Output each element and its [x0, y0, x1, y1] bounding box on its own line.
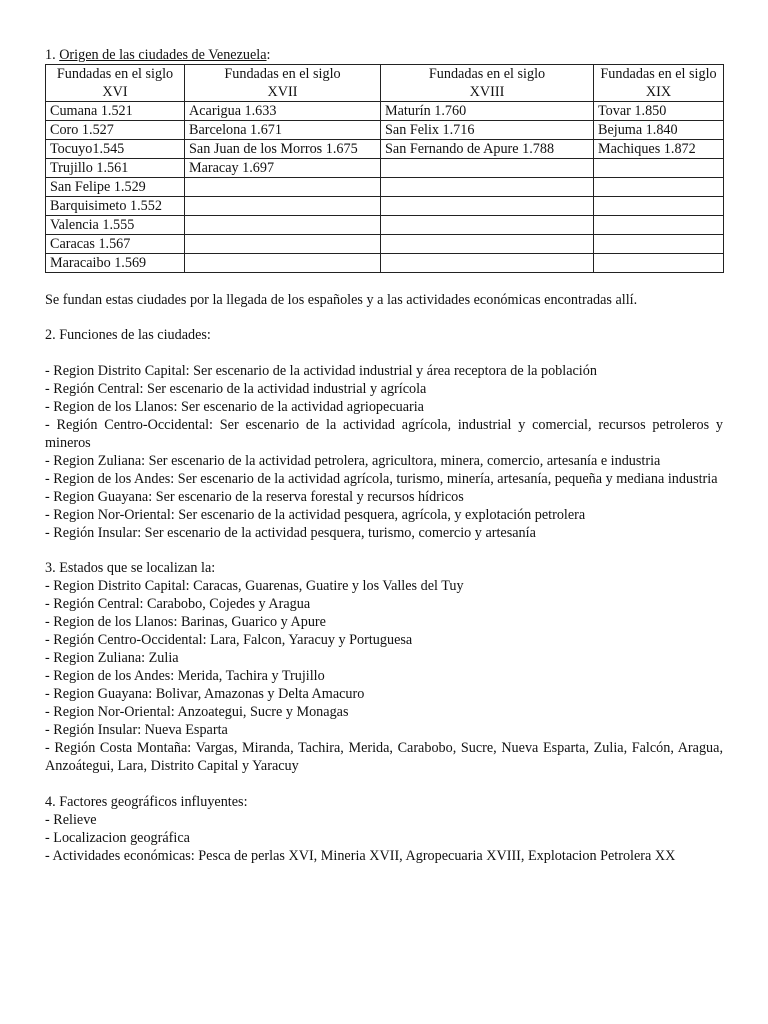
- table-cell: [594, 254, 724, 273]
- table-cell: San Felix 1.716: [381, 121, 594, 140]
- list-item: - Region Guayana: Ser escenario de la reserva forestal y recursos hídricos: [45, 488, 464, 505]
- table-cell: Acarigua 1.633: [185, 102, 381, 121]
- table-cell: San Felipe 1.529: [46, 178, 185, 197]
- table-cell: [185, 254, 381, 273]
- table-cell: [594, 216, 724, 235]
- list-item: - Region de los Llanos: Ser escenario de la actividad agriopecuaria: [45, 398, 424, 415]
- table-cell: San Juan de los Morros 1.675: [185, 140, 381, 159]
- list-item: - Región Central: Ser escenario de la actividad industrial y agrícola: [45, 380, 427, 397]
- table-cell: Tovar 1.850: [594, 102, 724, 121]
- section3-title: 3. Estados que se localizan la:: [45, 560, 216, 577]
- list-item: - Región Centro-Occidental: Lara, Falcon, Yaracuy y Portuguesa: [45, 632, 413, 649]
- table-cell: [185, 197, 381, 216]
- table-cell: [594, 159, 724, 178]
- list-item: - Region de los Andes: Ser escenario de la actividad agrícola, turismo, minería, artesanía, pequeña y mediana industria: [45, 470, 718, 487]
- table-row: [46, 140, 724, 159]
- table-cell: Coro 1.527: [46, 121, 185, 140]
- table-cell: [594, 235, 724, 254]
- table-cell: Machiques 1.872: [594, 140, 724, 159]
- table-cell: Tocuyo1.545: [46, 140, 185, 159]
- list-item: - Region de los Andes: Merida, Tachira y Trujillo: [45, 668, 325, 685]
- table-cell: [381, 235, 594, 254]
- list-item: - Region Zuliana: Zulia: [45, 650, 179, 667]
- table-row: [46, 235, 724, 254]
- list-item: - Actividades económicas: Pesca de perlas XVI, Mineria XVII, Agropecuaria XVIII, Explotacion Petrolera XX: [45, 847, 676, 864]
- table-cell: Maracay 1.697: [185, 159, 381, 178]
- table-cell: [185, 178, 381, 197]
- table-cell: [594, 178, 724, 197]
- table-cell: [381, 216, 594, 235]
- table-cell: [594, 197, 724, 216]
- section3-list: [45, 577, 723, 775]
- table-row: [46, 254, 724, 273]
- list-item: - Region de los Llanos: Barinas, Guarico y Apure: [45, 614, 326, 631]
- cities-table: [45, 64, 724, 273]
- table-row: [46, 102, 724, 121]
- table-cell: Maturín 1.760: [381, 102, 594, 121]
- intro-paragraph: Se fundan estas ciudades por la llegada de los españoles y a las actividades económicas encontradas allí.: [45, 291, 638, 308]
- table-cell: [381, 178, 594, 197]
- table-cell: [381, 254, 594, 273]
- table-cell: Caracas 1.567: [46, 235, 185, 254]
- table-body: [46, 102, 724, 273]
- table-cell: Trujillo 1.561: [46, 159, 185, 178]
- list-item: - Region Nor-Oriental: Anzoategui, Sucre y Monagas: [45, 704, 349, 721]
- list-item: - Region Distrito Capital: Caracas, Guarenas, Guatire y los Valles del Tuy: [45, 578, 464, 595]
- table-cell: [381, 197, 594, 216]
- table-row: [46, 159, 724, 178]
- section4-list: [45, 811, 723, 865]
- section2-list: [45, 362, 723, 542]
- table-cell: Cumana 1.521: [46, 102, 185, 121]
- list-item: - Región Insular: Ser escenario de la actividad pesquera, turismo, comercio y artesanía: [45, 524, 536, 541]
- table-cell: [185, 216, 381, 235]
- table-header: Fundadas en el siglo XVII: [185, 65, 381, 102]
- section1-number: 1.: [45, 47, 60, 63]
- table-row: [46, 121, 724, 140]
- table-row: [46, 178, 724, 197]
- section1-colon: :: [266, 47, 271, 63]
- list-item: - Region Distrito Capital: Ser escenario de la actividad industrial y área receptora de la población: [45, 362, 597, 379]
- table-row: [46, 197, 724, 216]
- table-cell: San Fernando de Apure 1.788: [381, 140, 594, 159]
- table-cell: Maracaibo 1.569: [46, 254, 185, 273]
- table-header: Fundadas en el siglo XVI: [46, 65, 185, 102]
- document-page: [45, 46, 723, 865]
- table-header: Fundadas en el siglo XVIII: [381, 65, 594, 102]
- table-header: Fundadas en el siglo XIX: [594, 65, 724, 102]
- list-item: - Región Central: Carabobo, Cojedes y Aragua: [45, 596, 311, 613]
- list-item: - Region Nor-Oriental: Ser escenario de la actividad pesquera, agrícola, y explotación petrolera: [45, 506, 586, 523]
- table-header-row: [46, 65, 724, 102]
- table-cell: Valencia 1.555: [46, 216, 185, 235]
- table-cell: Barcelona 1.671: [185, 121, 381, 140]
- table-cell: Bejuma 1.840: [594, 121, 724, 140]
- list-item: - Región Insular: Nueva Esparta: [45, 722, 228, 739]
- section1-heading: [45, 46, 723, 64]
- list-item: - Region Guayana: Bolivar, Amazonas y Delta Amacuro: [45, 686, 365, 703]
- section4-title: 4. Factores geográficos influyentes:: [45, 793, 248, 810]
- list-item: - Relieve: [45, 811, 97, 828]
- table-cell: Barquisimeto 1.552: [46, 197, 185, 216]
- list-item: - Región Centro-Occidental: Ser escenario de la actividad agrícola, industrial y comercial, recursos petroleros y mineros: [45, 416, 723, 451]
- section1-title: Origen de las ciudades de Venezuela: [59, 47, 267, 63]
- table-cell: [381, 159, 594, 178]
- table-cell: [185, 235, 381, 254]
- table-row: [46, 216, 724, 235]
- section2-title: 2. Funciones de las ciudades:: [45, 327, 211, 344]
- list-item: - Localizacion geográfica: [45, 829, 190, 846]
- list-item: - Region Zuliana: Ser escenario de la actividad petrolera, agricultora, minera, comercio, artesanía e industria: [45, 452, 661, 469]
- list-item: - Región Costa Montaña: Vargas, Miranda, Tachira, Merida, Carabobo, Sucre, Nueva Esparta, Zulia, Falcón, Aragua, Anzoátegui, Lara, Distrito Capital y Yaracuy: [45, 740, 723, 775]
